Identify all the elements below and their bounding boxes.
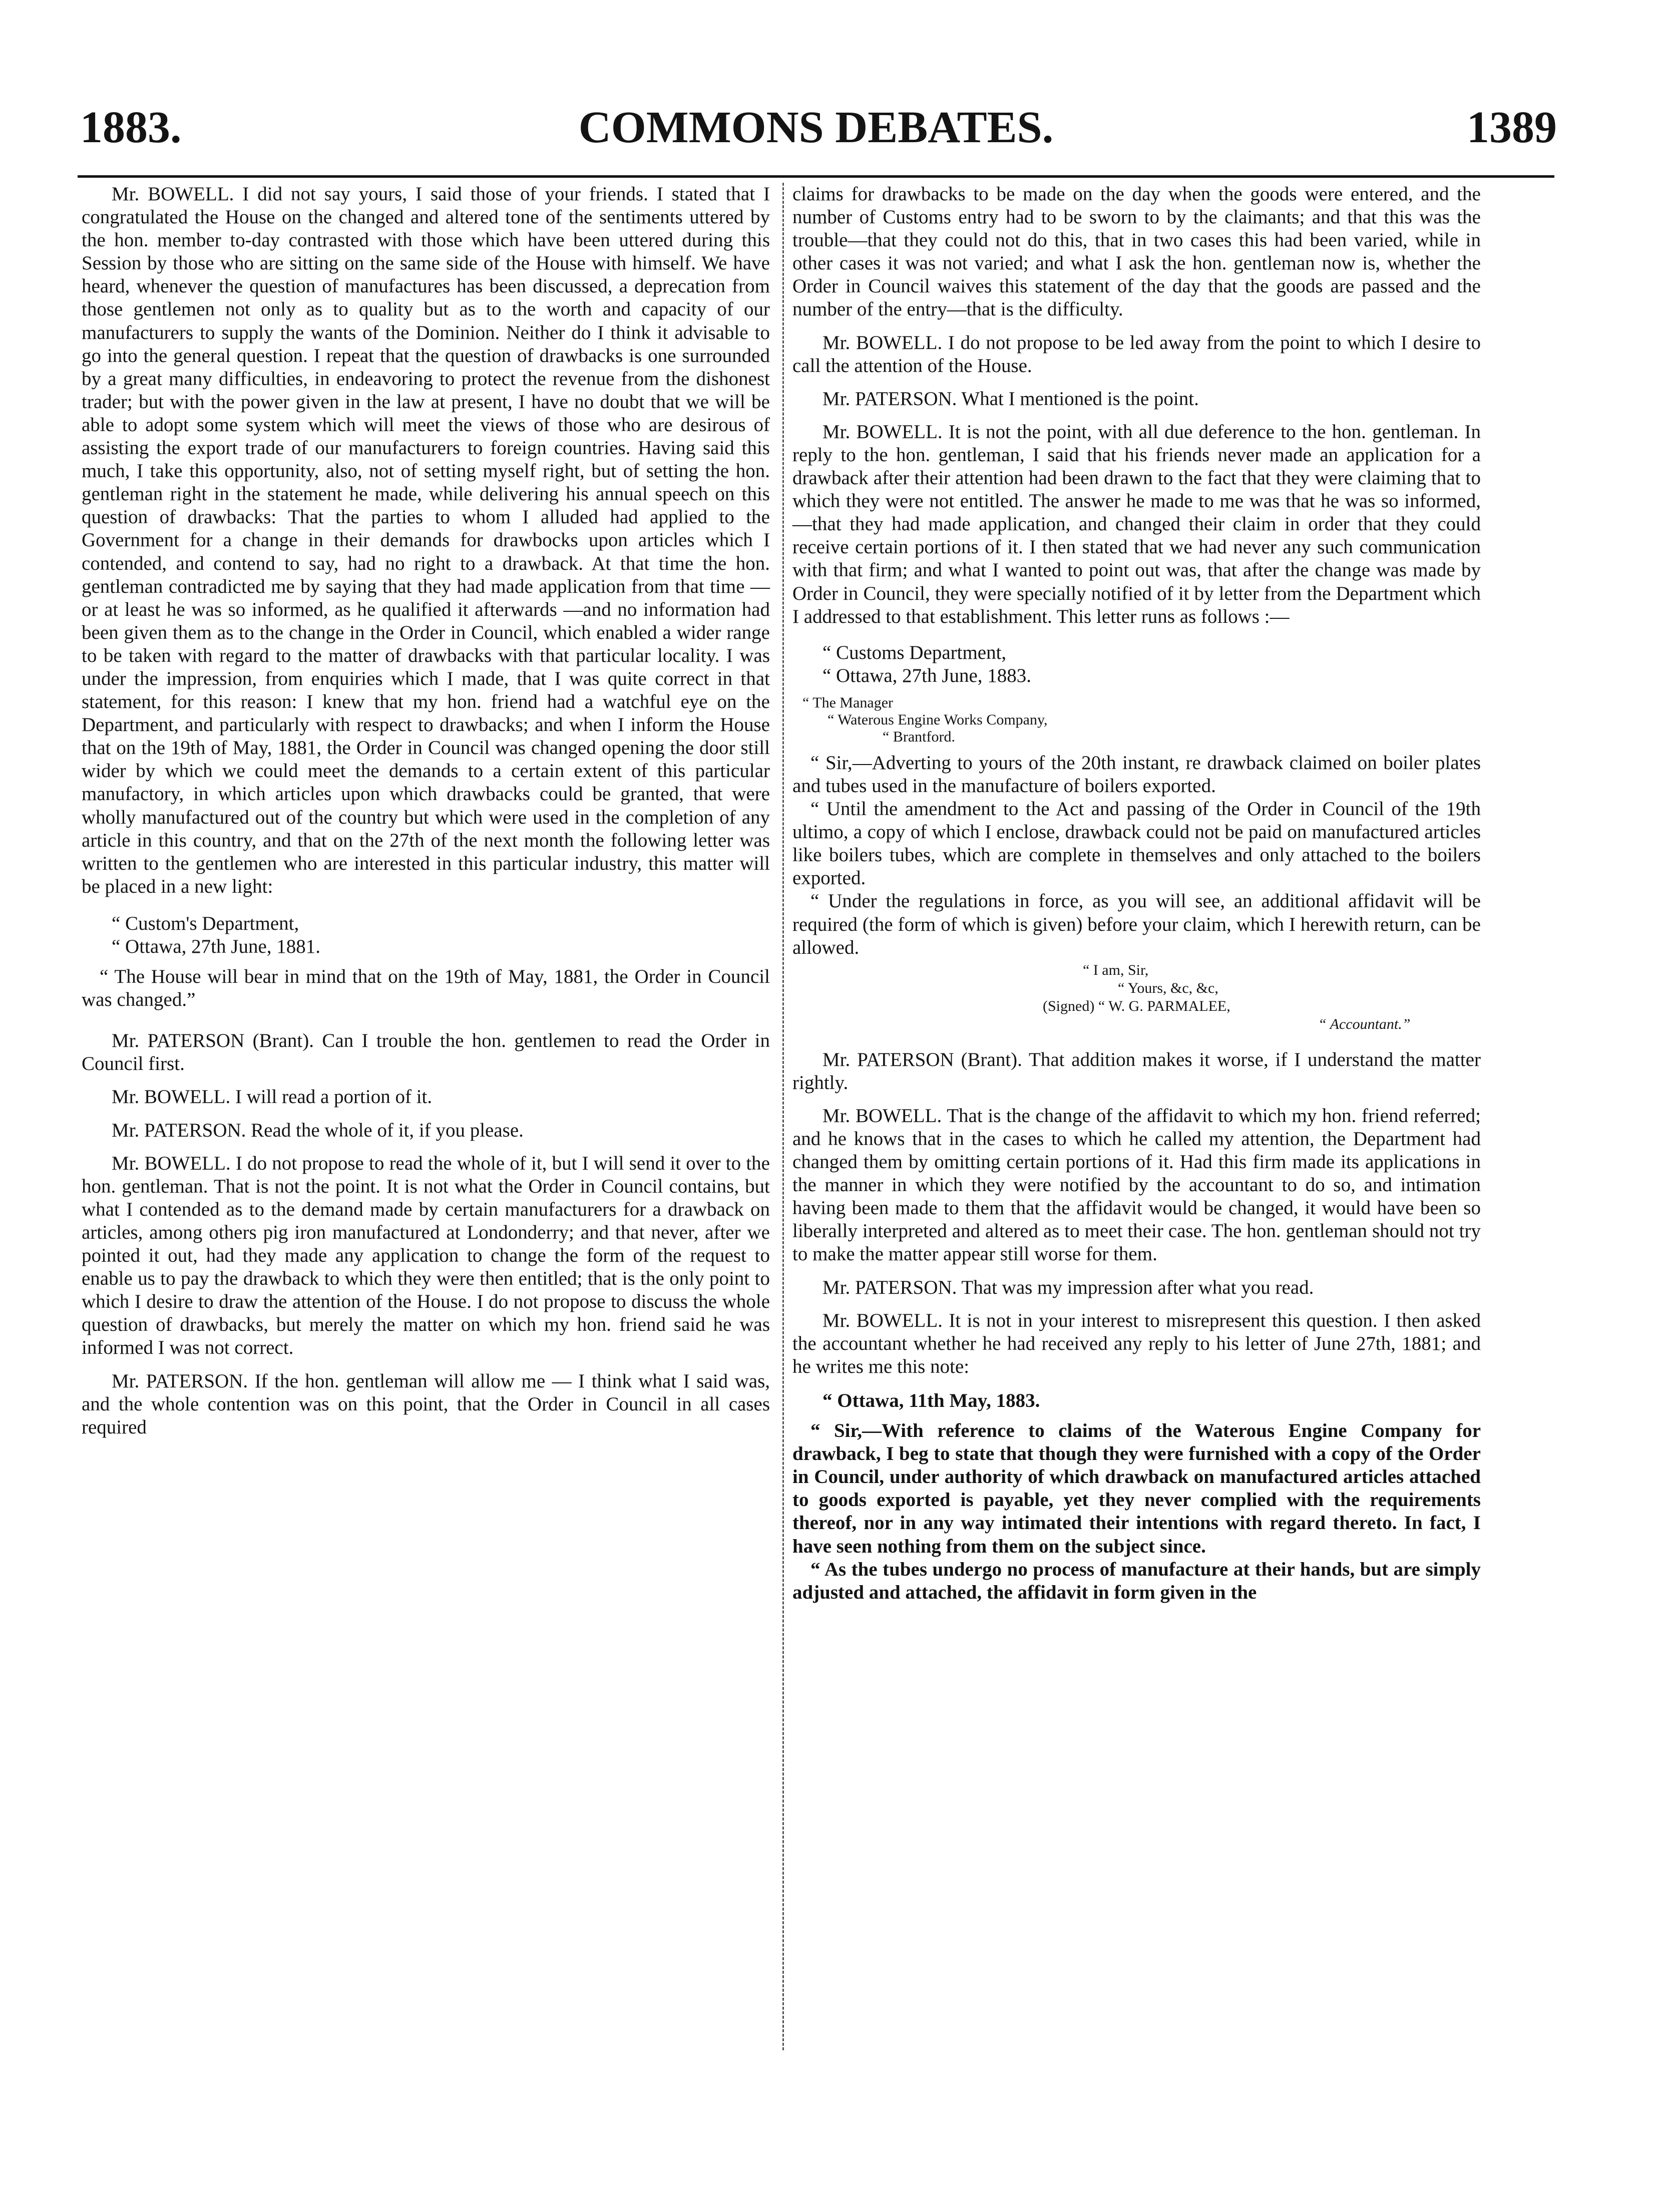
address-line: “ Waterous Engine Works Company,: [827, 711, 1048, 728]
quote-text: “ The House will bear in mind that on the 19th of May, 1881, the Order in Council was changed.”: [82, 966, 770, 1011]
paragraph: Mr. BOWELL. It is not in your interest to misrepresent this question. I then asked the accountant whether he had received any reply to his letter of June 27th, 1881; and he writes me this note:: [792, 1309, 1481, 1377]
header-title: COMMONS DEBATES.: [578, 103, 1054, 152]
left-column: [82, 183, 770, 1439]
letter-dateline: “ Ottawa, 27th June, 1883.: [822, 664, 1032, 686]
paragraph: Mr. BOWELL. I do not propose to read the whole of it, but I will send it over to the hon. gentleman. That is not the point. It is not what the Order in Council contains, but what I contended as to the demand made by certain manufacturers for a drawback on articles, among others pig iron manufactured at Londonderry; and that never, after we pointed it out, had they made any application to change the form of the request to enable us to pay the drawback to which they were then entitled; that is the only point to which I desire to draw the attention of the House. I do not propose to discuss the whole question of drawbacks, but merely the matter on which my hon. friend said he was informed I was not correct.: [82, 1152, 770, 1359]
letter-paragraph: “ Sir,—Adverting to yours of the 20th instant, re drawback claimed on boiler plates and tubes used in the manufacture of boilers exported.: [792, 752, 1481, 797]
signature-line: (Signed) “ W. G. PARMALEE,: [1043, 997, 1230, 1014]
paragraph: Mr. PATERSON (Brant). That addition makes it worse, if I understand the matter rightly.: [792, 1048, 1481, 1093]
header-rule: [78, 175, 1554, 178]
signature-line: “ Yours, &c, &c,: [1118, 979, 1218, 996]
paragraph: Mr. PATERSON. If the hon. gentleman will allow me — I think what I said was, and the whole contention was on this point, that the Order in Council in all cases required: [82, 1370, 770, 1438]
header-year: 1883.: [80, 103, 182, 152]
paragraph: Mr. BOWELL. I will read a portion of it.: [112, 1086, 433, 1108]
page-header: [75, 100, 1557, 160]
header-page-number: 1389: [1467, 103, 1557, 152]
letter-heading: [792, 641, 1481, 687]
paragraph: Mr. PATERSON. What I mentioned is the point.: [822, 388, 1199, 410]
letter-dateline: “ Ottawa, 27th June, 1881.: [112, 936, 321, 957]
letter-dateline: “ Customs Department,: [822, 641, 1007, 663]
letter-dateline: “ Custom's Department,: [112, 912, 299, 934]
paragraph: Mr. BOWELL. I did not say yours, I said those of your friends. I stated that I congratulated the House on the changed and altered tone of the sentiments uttered by the hon. member to-day contrasted with those which have been uttered during this Session by those who are sitting on the same side of the House with himself. We have heard, whenever the question of manufactures has been discussed, a deprecation from those gentlemen not only as to quality but as to the worth and capacity of our manufacturers to supply the wants of the Dominion. Neither do I think it advisable to go into the general question. I repeat that the question of drawbacks is one surrounded by a great many difficulties, in endeavoring to protect the revenue from the dishonest trader; but with the power given in the law at present, I have no doubt that we will be able to adopt some system which will meet the views of those who are desirous of assisting the export trade of our manufacturers to foreign countries. Having said this much, I take this opportunity, also, not of setting myself right, but of setting the hon. gentleman right in the statement he made, while delivering his annual speech on this question of drawbacks: That the parties to whom I alluded had applied to the Government for a change in their demands for drawbocks upon articles which I contended, and contend to say, had no right to a drawback. At that time the hon. gentleman contradicted me by saying that they had made application from that time —or at least he was so informed, as he qualified it afterwards —and no information had been given them as to the change in the Order in Council, which enabled a wider range to be taken with regard to the matter of drawbacks with that particular locality. I was under the impression, from enquiries which I made, that I was quite correct in that statement, for this reason: I knew that my hon. friend had a watchful eye on the Department, and particularly with respect to drawbacks; and when I inform the House that on the 19th of May, 1881, the Order in Council was changed opening the door still wider by which we could meet the demands to a certain extent of this particular manufactory, in which articles upon which drawbacks could be granted, that were wholly manufactured out of the country but which were used in the completion of any article in this country, and that on the 27th of the next month the following letter was written to the gentlemen who are interested in this particular industry, this matter will be placed in a new light:: [82, 183, 770, 897]
paragraph: Mr. BOWELL. It is not the point, with all due deference to the hon. gentleman. In reply to the hon. gentleman, I said that his friends never made an application for a drawback after their attention had been drawn to the fact that they were claiming that to which they were not entitled. The answer he made to me was that he was so informed,—that they had made application, and changed their claim in order that they could receive certain portions of it. I then stated that we had never any such communication with that firm; and what I wanted to point out was, that after the change was made by Order in Council, they were specially notified of it by letter from the Department which I addressed to that establishment. This letter runs as follows :—: [792, 421, 1481, 627]
letter-paragraph: “ Until the amendment to the Act and passing of the Order in Council of the 19th ultimo, a copy of which I enclose, drawback could not be paid on manufactured articles like boilers tubes, which are complete in themselves and only attached to the boilers exported.: [792, 798, 1481, 889]
letter-body: [792, 752, 1481, 959]
column-divider: [782, 183, 784, 2050]
letter-paragraph: “ Under the regulations in force, as you will see, an additional affidavit will be required (the form of which is given) before your claim, which I herewith return, can be allowed.: [792, 890, 1481, 958]
letter-paragraph: “ Sir,—With reference to claims of the Waterous Engine Company for drawback, I beg to state that though they were furnished with a copy of the Order in Council, under authority of which drawback on manufactured articles attached to goods exported is payable, yet they never complied with the requirements thereof, nor in any way intimated their intentions with regard thereto. In fact, I have seen nothing from them on the subject since.: [792, 1420, 1481, 1557]
signature-line: “ Accountant.”: [1318, 1015, 1411, 1032]
signature-line: “ I am, Sir,: [1083, 961, 1149, 978]
address-line: “ Brantford.: [883, 728, 955, 745]
paragraph: Mr. PATERSON (Brant). Can I trouble the hon. gentlemen to read the Order in Council first.: [82, 1030, 770, 1075]
address-line: “ The Manager: [802, 694, 894, 711]
letter-quote: [82, 965, 770, 1011]
letter-signature: [792, 961, 1481, 1033]
paragraph: Mr. BOWELL. I do not propose to be led away from the point to which I desire to call the attention of the House.: [792, 331, 1481, 377]
letter-paragraph: “ As the tubes undergo no process of manufacture at their hands, but are simply adjusted and attached, the affidavit in form given in the: [792, 1558, 1481, 1603]
letter-body: [792, 1419, 1481, 1604]
letter-address: [792, 694, 1481, 746]
right-column: [792, 183, 1481, 1604]
letter-dateline: “ Ottawa, 11th May, 1883.: [822, 1389, 1040, 1411]
paragraph: Mr. PATERSON. That was my impression after what you read.: [822, 1276, 1314, 1298]
paragraph: Mr. BOWELL. That is the change of the affidavit to which my hon. friend referred; and he knows that in the cases to which he called my attention, the Department had changed them by omitting certain portions of it. Had this firm made its applications in the manner in which they were notified by the accountant to do so, and intimation having been made to them that the affidavit would be changed, it would have been so liberally interpreted and altered as to meet their case. The hon. gentleman should not try to make the matter appear still worse for them.: [792, 1104, 1481, 1265]
paragraph: Mr. PATERSON. Read the whole of it, if you please.: [112, 1119, 524, 1141]
letter-heading: [82, 912, 770, 958]
paragraph: claims for drawbacks to be made on the day when the goods were entered, and the number of Customs entry had to be sworn to by the claimants; and that this was the trouble—that they could not do this, that in two cases this had been varied, while in other cases it was not varied; and what I ask the hon. gentleman now is, whether the Order in Council waives this statement of the day that the goods are passed and the number of the entry—that is the difficulty.: [792, 183, 1481, 320]
